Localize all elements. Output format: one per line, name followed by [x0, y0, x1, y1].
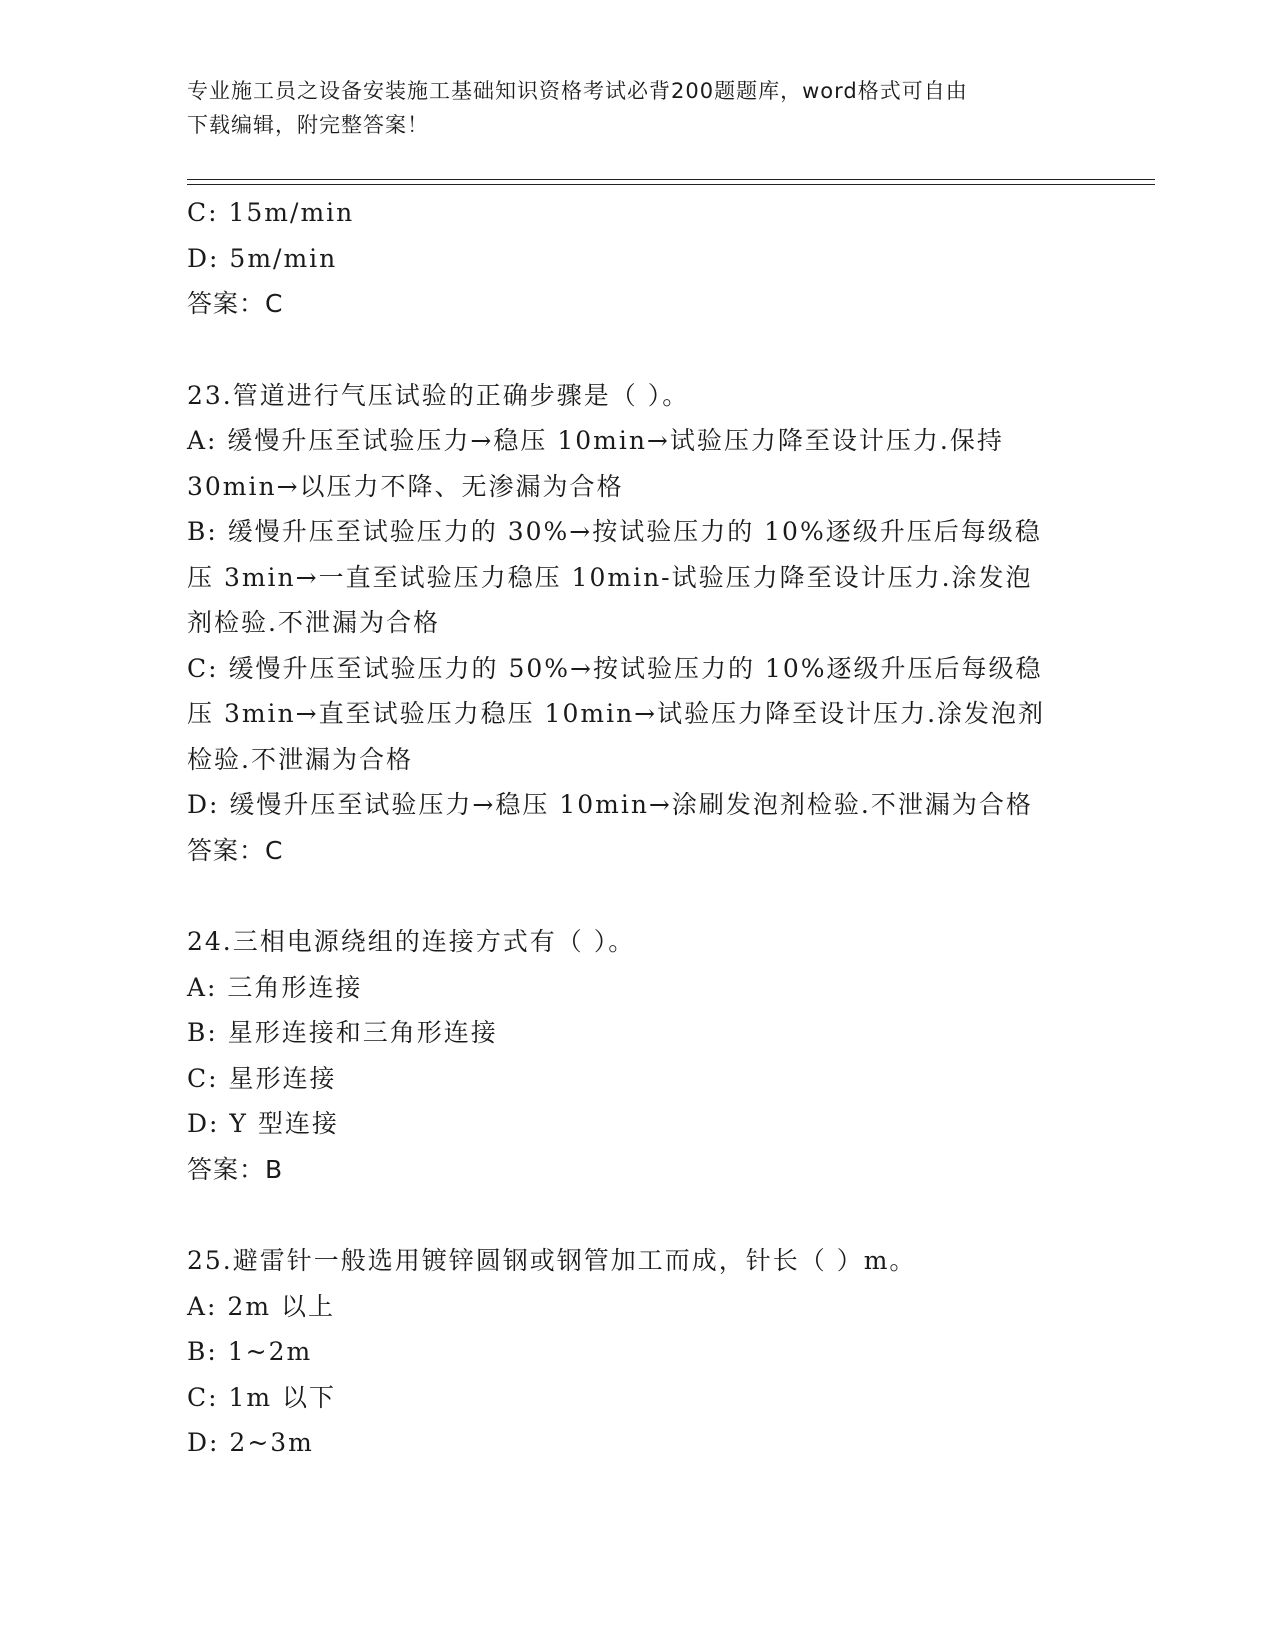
- question-content: [187, 190, 1087, 1466]
- spacer: [187, 873, 1087, 919]
- q23-option-a-line-2: 30min→以压力不降、无渗漏为合格: [187, 471, 624, 501]
- q23-option-b-line-1: B: 缓慢升压至试验压力的 30%→按试验压力的 10%逐级升压后每级稳: [187, 517, 1042, 546]
- spacer: [187, 327, 1087, 373]
- q25-question: 25.避雷针一般选用镀锌圆钢或钢管加工而成，针长（ ）m。: [187, 1246, 917, 1275]
- q25-option-c: C: 1m 以下: [187, 1382, 337, 1412]
- q23-option-b-line-3: 剂检验.不泄漏为合格: [187, 608, 440, 637]
- q23-option-a-line-1: A: 缓慢升压至试验压力→稳压 10min→试验压力降至设计压力.保持: [187, 426, 1004, 455]
- prev-option-d: D: 5m/min: [187, 243, 338, 273]
- prev-option-c: C: 15m/min: [187, 198, 355, 227]
- q23-option-b-line-2: 压 3min→一直至试验压力稳压 10min-试验压力降至设计压力.涂发泡: [187, 562, 1033, 592]
- q25-option-a: A: 2m 以上: [187, 1291, 335, 1321]
- spacer: [187, 1192, 1087, 1238]
- q23-question: 23.管道进行气压试验的正确步骤是（ ）。: [187, 380, 690, 410]
- prev-answer: 答案：C: [187, 289, 284, 318]
- q23-option-c-line-3: 检验.不泄漏为合格: [187, 744, 413, 774]
- header-divider-bottom: [187, 184, 1155, 185]
- q25-option-d: D: 2~3m: [187, 1428, 314, 1457]
- document-header: [187, 74, 1067, 142]
- q23-option-c-line-1: C: 缓慢升压至试验压力的 50%→按试验压力的 10%逐级升压后每级稳: [187, 653, 1043, 683]
- q24-question: 24.三相电源绕组的连接方式有（ ）。: [187, 927, 636, 956]
- q23-option-d-line-1: D: 缓慢升压至试验压力→稳压 10min→涂刷发泡剂检验.不泄漏为合格: [187, 790, 1033, 819]
- q24-option-a: A: 三角形连接: [187, 972, 363, 1002]
- q23-answer: 答案：C: [187, 835, 284, 865]
- q25-option-b: B: 1~2m: [187, 1337, 313, 1366]
- header-divider-top: [187, 179, 1155, 180]
- header-line-1: 专业施工员之设备安装施工基础知识资格考试必背200题题库，word格式可自由: [187, 79, 968, 103]
- header-line-2: 下载编辑，附完整答案！: [187, 113, 429, 137]
- q24-answer: 答案：B: [187, 1154, 284, 1184]
- q24-option-c: C: 星形连接: [187, 1063, 337, 1093]
- q24-option-b: B: 星形连接和三角形连接: [187, 1018, 498, 1047]
- q23-option-c-line-2: 压 3min→直至试验压力稳压 10min→试验压力降至设计压力.涂发泡剂: [187, 699, 1046, 728]
- q24-option-d: D: Y 型连接: [187, 1109, 339, 1138]
